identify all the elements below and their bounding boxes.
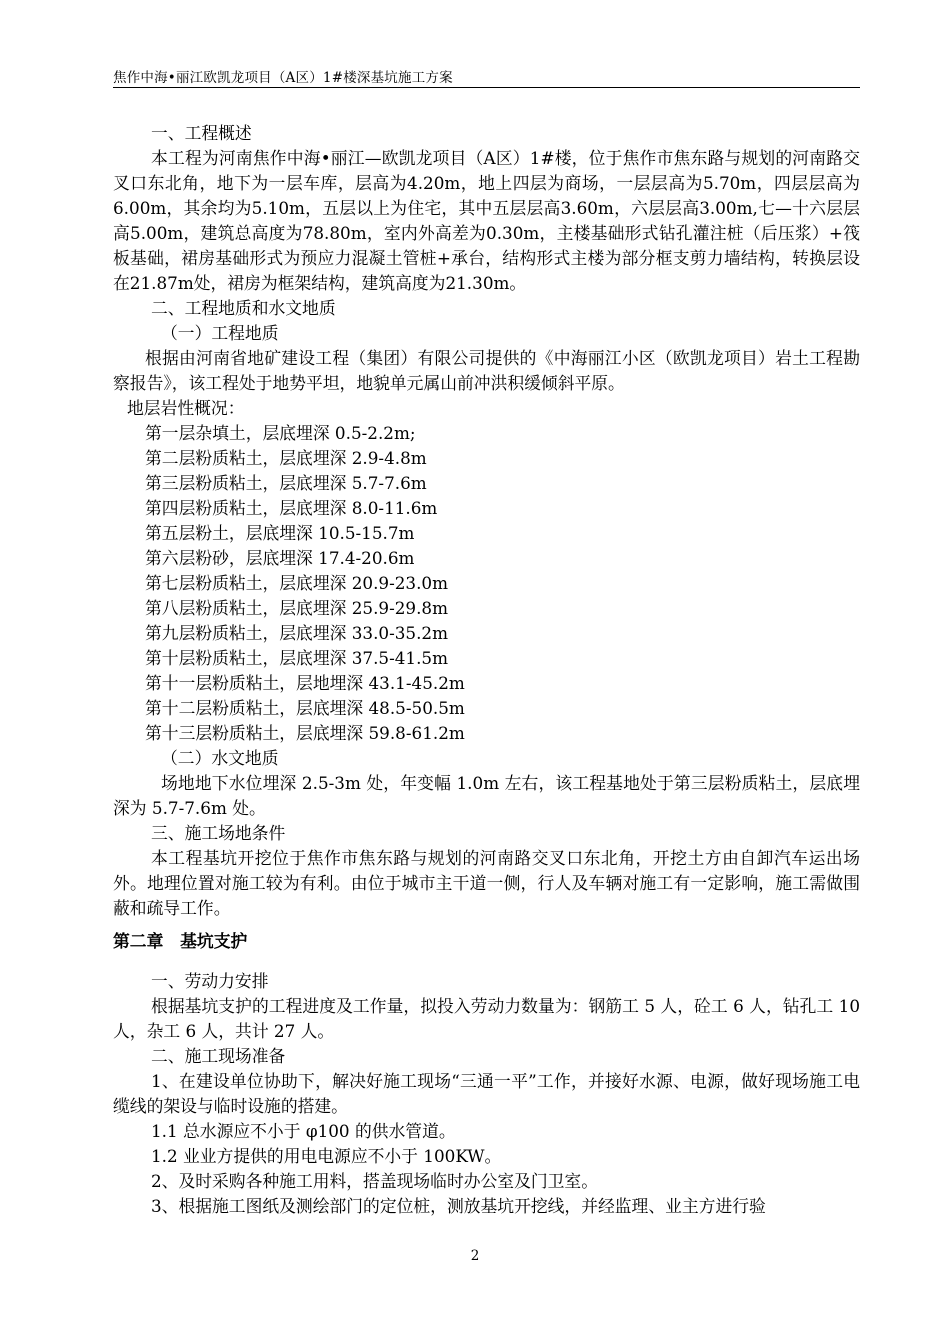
section-heading-labor: 一、劳动力安排 [151, 971, 269, 991]
page-number: 2 [470, 1248, 480, 1264]
strata-item: 第七层粉质粘土，层底埋深 20.9-23.0m [145, 573, 449, 593]
strata-item: 第十二层粉质粘土，层底埋深 48.5-50.5m [145, 698, 465, 718]
strata-item: 第二层粉质粘土，层底埋深 2.9-4.8m [145, 448, 427, 468]
paragraph-site-prep-1: 1、在建设单位协助下，解决好施工现场“三通一平”工作，并接好水源、电源，做好现场施工电缆线的架设与临时设施的搭建。 [113, 1071, 860, 1116]
paragraph-site-prep-2: 2、及时采购各种施工用料，搭盖现场临时办公室及门卫室。 [151, 1171, 598, 1191]
paragraph-hydrogeology: 场地地下水位埋深 2.5-3m 处，年变幅 1.0m 左右，该工程基地处于第三层粉质粘土，层底埋深为 5.7-7.6m 处。 [113, 773, 860, 818]
subheading-hydrogeology: （二）水文地质 [161, 748, 279, 768]
strata-item: 第五层粉土，层底埋深 10.5-15.7m [145, 523, 415, 543]
strata-item: 第六层粉砂，层底埋深 17.4-20.6m [145, 548, 415, 568]
strata-item: 第十层粉质粘土，层底埋深 37.5-41.5m [145, 648, 449, 668]
strata-item: 第九层粉质粘土，层底埋深 33.0-35.2m [145, 623, 449, 643]
strata-item: 第十三层粉质粘土，层底埋深 59.8-61.2m [145, 723, 465, 743]
strata-intro: 地层岩性概况： [127, 398, 245, 418]
section-heading-geology: 二、工程地质和水文地质 [151, 298, 336, 318]
section-heading-site-prep: 二、施工现场准备 [151, 1046, 286, 1066]
subheading-engineering-geology: （一）工程地质 [161, 323, 279, 343]
strata-item: 第八层粉质粘土，层底埋深 25.9-29.8m [145, 598, 449, 618]
paragraph-geology: 根据由河南省地矿建设工程（集团）有限公司提供的《中海丽江小区（欧凯龙项目）岩土工程勘察报告》，该工程处于地势平坦，地貌单元属山前冲洪积缓倾斜平原。 [113, 348, 860, 393]
strata-item: 第四层粉质粘土，层底埋深 8.0-11.6m [145, 498, 438, 518]
paragraph-site-prep-3: 3、根据施工图纸及测绘部门的定位桩，测放基坑开挖线，并经监理、业主方进行验 [151, 1196, 766, 1216]
document-body [113, 121, 860, 1219]
strata-item: 第三层粉质粘土，层底埋深 5.7-7.6m [145, 473, 427, 493]
section-heading-site-conditions: 三、施工场地条件 [151, 823, 286, 843]
paragraph-site-conditions: 本工程基坑开挖位于焦作市焦东路与规划的河南路交叉口东北角，开挖土方由自卸汽车运出场外。地理位置对施工较为有利。由位于城市主干道一侧，行人及车辆对施工有一定影响，施工需做围蔽和疏导工作。 [113, 848, 860, 918]
section-heading-overview: 一、工程概述 [151, 123, 252, 143]
paragraph-site-prep-1-2: 1.2 业业方提供的用电电源应不小于 100KW。 [151, 1146, 502, 1166]
header-rule [113, 87, 860, 88]
strata-item: 第一层杂填土，层底埋深 0.5-2.2m; [145, 423, 416, 443]
paragraph-site-prep-1-1: 1.1 总水源应不小于 φ100 的供水管道。 [151, 1121, 456, 1141]
paragraph-overview: 本工程为河南焦作中海•丽江—欧凯龙项目（A区）1#楼，位于焦作市焦东路与规划的河南路交叉口东北角，地下为一层车库，层高为4.20m，地上四层为商场，一层层高为5.70m，四层层高为6.00m，其余均为5.10m，五层以上为住宅，其中五层层高3.60m，六层层高3.00m,七—十六层层高5.00m，建筑总高度为78.80m，室内外高差为0.30m，主楼基础形式钻孔灌注桩（后压浆）+筏板基础，裙房基础形式为预应力混凝土管桩+承台，结构形式主楼为部分框支剪力墙结构，转换层设在21.87m处，裙房为框架结构，建筑高度为21.30m。 [113, 148, 860, 293]
paragraph-labor: 根据基坑支护的工程进度及工作量，拟投入劳动力数量为：钢筋工 5 人，砼工 6 人，钻孔工 10 人，杂工 6 人，共计 27 人。 [113, 996, 860, 1041]
running-header: 焦作中海•丽江欧凯龙项目（A区）1#楼深基坑施工方案 [113, 70, 453, 86]
chapter-title: 第二章 基坑支护 [113, 931, 248, 951]
strata-item: 第十一层粉质粘土，层地埋深 43.1-45.2m [145, 673, 465, 693]
